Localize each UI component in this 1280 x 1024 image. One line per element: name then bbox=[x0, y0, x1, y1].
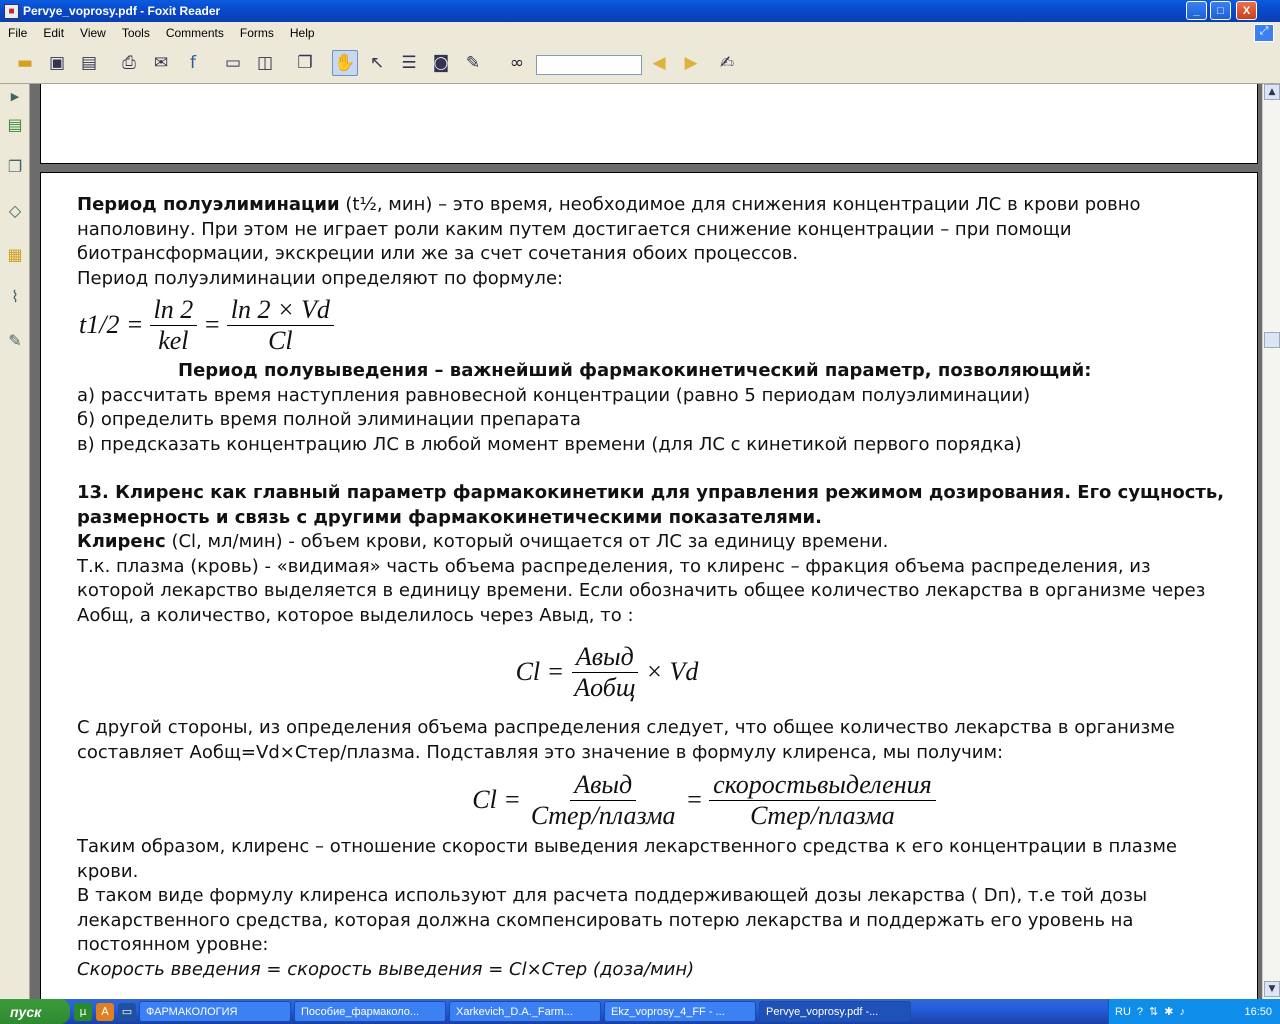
menu-comments[interactable]: Comments bbox=[165, 26, 224, 40]
scroll-down-icon[interactable]: ▼ bbox=[1264, 981, 1280, 997]
menu-tools[interactable]: Tools bbox=[121, 26, 150, 40]
volume-icon[interactable]: ♪ bbox=[1179, 1005, 1185, 1018]
paragraph-half-life: Период полуэлиминации (t½, мин) – это время, необходимое для снижения концентрации ЛС в крови ровно наполовину. При этом не играет роли каким путем достигается снижение концентрации – при помощи биотрансформации, экскреции или же за счет сочетания обоих процессов. bbox=[77, 194, 1141, 264]
clock: 16:50 bbox=[1244, 1005, 1272, 1018]
previous-page bbox=[40, 84, 1258, 164]
task-xarkevich[interactable]: Xarkevich_D.A._Farm... bbox=[449, 1001, 601, 1022]
hand-tool-icon[interactable]: ✋ bbox=[332, 50, 358, 76]
foxit-app-icon: ■ bbox=[4, 4, 19, 19]
menu-help[interactable]: Help bbox=[289, 26, 315, 40]
task-pervye-voprosy[interactable]: Pervye_voprosy.pdf -... bbox=[759, 1001, 911, 1022]
menu-view[interactable]: View bbox=[80, 26, 106, 40]
list-item: в) предсказать концентрацию ЛС в любой момент времени (для ЛС с кинетикой первого порядка) bbox=[77, 433, 1022, 455]
formula-half-life: t1/2 = $\frac{\ln 2}{\text{kel}}$ = $\frac{\ln 2 \times Vd}{Cl}$ bbox=[79, 291, 1227, 359]
left-navigation-panel bbox=[0, 84, 30, 999]
maximize-button[interactable]: □ bbox=[1210, 1, 1231, 20]
task-farmakologiya[interactable]: ФАРМАКОЛОГИЯ bbox=[139, 1001, 291, 1022]
vertical-scrollbar[interactable] bbox=[1262, 84, 1280, 999]
find-next-icon[interactable]: ▶ bbox=[684, 53, 698, 73]
menu-edit[interactable]: Edit bbox=[43, 26, 65, 40]
menu-forms[interactable]: Forms bbox=[239, 26, 274, 40]
utorrent-icon[interactable]: µ bbox=[74, 1003, 92, 1021]
signatures-icon[interactable]: ✎ bbox=[8, 330, 22, 350]
task-ekz-voprosy[interactable]: Ekz_voprosy_4_FF - ... bbox=[604, 1001, 756, 1022]
comments-icon[interactable]: ▦ bbox=[7, 244, 23, 264]
formula-clearance-1: Cl = $\frac{\text{Aвыд}}{\text{Aобщ}}$ × Vd bbox=[515, 641, 699, 702]
start-button[interactable]: пуск bbox=[0, 999, 70, 1024]
layers-icon[interactable]: ◇ bbox=[8, 200, 22, 220]
system-tray bbox=[1108, 999, 1280, 1024]
paragraph-formula-intro: Период полуэлиминации определяют по формуле: bbox=[77, 267, 564, 289]
heading-question-13: 13. Клиренс как главный параметр фармакокинетики для управления режимом дозирования. Его сущность, размерность и связь с другими фармакокинетическими показателями. bbox=[77, 482, 1225, 528]
list-item: а) рассчитать время наступления равновесной концентрации (равно 5 периодам полуэлиминации) bbox=[77, 384, 1031, 406]
scroll-up-icon[interactable]: ▲ bbox=[1264, 84, 1280, 100]
find-input[interactable] bbox=[536, 55, 642, 75]
print-icon[interactable]: ⎙ bbox=[122, 53, 136, 73]
toolbar bbox=[0, 44, 1280, 84]
help-icon[interactable]: ? bbox=[1136, 1005, 1144, 1018]
paragraph-maintenance-dose: В таком виде формулу клиренса используют для расчета поддерживающей дозы лекарства ( Dп), т.е той дозы лекарственного средства, которая должна скомпенсировать потерю лекарства и поддержать его уровень на постоянном уровне: bbox=[77, 885, 1148, 955]
save-icon[interactable]: ▣ bbox=[48, 53, 66, 73]
paragraph-clearance-def: Клиренс (Cl, мл/мин) - объем крови, который очищается от ЛС за единицу времени. bbox=[77, 531, 889, 552]
current-page bbox=[40, 172, 1258, 999]
scroll-thumb[interactable] bbox=[1264, 332, 1280, 348]
comment-dropdown-icon[interactable]: ✍ bbox=[719, 53, 735, 73]
find-prev-icon[interactable]: ◀ bbox=[652, 53, 666, 73]
list-item: б) определить время полной элиминации препарата bbox=[77, 409, 581, 430]
paragraph-clearance-explain: Т.к. плазма (кровь) - «видимая» часть объема распределения, то клиренс – фракция объема распределения, из которой лекарство выделяется в единицу времени. Если обозначить общее количество лекарства в организме через Аобщ, а количество, которое выделилось через Авыд, то : bbox=[77, 555, 1206, 626]
restore-doc-icon[interactable]: ⤢ bbox=[1254, 24, 1274, 42]
taskbar bbox=[0, 999, 1280, 1024]
menu-file[interactable]: File bbox=[8, 26, 28, 40]
window-title: Pervye_voprosy.pdf - Foxit Reader bbox=[23, 4, 221, 18]
avast-icon[interactable]: A bbox=[96, 1003, 114, 1021]
text-select-icon[interactable]: ☰ bbox=[401, 53, 417, 73]
show-desktop-icon[interactable]: ▭ bbox=[118, 1003, 136, 1021]
attachments-icon[interactable]: ⌇ bbox=[11, 286, 19, 306]
paragraph-conclusion: Таким образом, клиренс – отношение скорости выведения лекарственного средства к его концентрации в плазме крови. bbox=[77, 836, 1177, 882]
bookmarks-icon[interactable]: ▤ bbox=[7, 114, 23, 134]
language-indicator[interactable]: RU bbox=[1115, 1005, 1131, 1018]
pages-icon[interactable]: ❐ bbox=[297, 53, 313, 73]
select-arrow-icon[interactable]: ↖ bbox=[369, 53, 385, 73]
formula-clearance-2: Cl = $\frac{\text{Aвыд}}{\text{Cтер/плазма}}$ = $\frac{\text{скоростьвыделения}}{\text{Cтер/плазма}}$ bbox=[187, 765, 1227, 835]
task-posobie[interactable]: Пособие_фармаколо... bbox=[294, 1001, 446, 1022]
save-as-icon[interactable]: ▤ bbox=[80, 53, 98, 73]
menu-bar bbox=[0, 22, 1280, 44]
close-button[interactable]: X bbox=[1236, 1, 1257, 20]
page-thumbnails-icon[interactable]: ❐ bbox=[7, 156, 23, 176]
network-icon[interactable]: ⇅ bbox=[1149, 1006, 1159, 1018]
facebook-icon[interactable]: f bbox=[190, 53, 196, 73]
binoculars-icon[interactable]: ∞ bbox=[509, 53, 525, 73]
monitor-icon[interactable]: ▭ bbox=[224, 53, 242, 73]
snapshot-icon[interactable]: ◙ bbox=[432, 53, 450, 73]
paragraph-rate-formula: Скорость введения = скорость выведения = Cl×Cтер (доза/мин) bbox=[77, 958, 695, 980]
page-content bbox=[77, 193, 1227, 982]
email-icon[interactable]: ✉ bbox=[153, 53, 169, 73]
bluetooth-icon[interactable]: ✱ bbox=[1164, 1006, 1174, 1018]
document-canvas[interactable] bbox=[30, 84, 1262, 999]
minimize-button[interactable]: _ bbox=[1186, 1, 1207, 20]
edit-tool-icon[interactable]: ✎ bbox=[465, 53, 481, 73]
expand-panel-icon[interactable]: ▶ bbox=[10, 89, 20, 103]
paragraph-other-side: С другой стороны, из определения объема распределения следует, что общее количество лекарства в организме составляет Аобщ=Vd×Стер/плазма. Подставляя это значение в формулу клиренса, мы получим: bbox=[77, 717, 1175, 763]
properties-icon[interactable]: ◫ bbox=[256, 53, 274, 73]
title-bar bbox=[0, 0, 1280, 22]
open-folder-icon[interactable]: ▬ bbox=[16, 53, 34, 73]
paragraph-key-parameter: Период полувыведения – важнейший фармакокинетический параметр, позволяющий: bbox=[178, 360, 1092, 381]
